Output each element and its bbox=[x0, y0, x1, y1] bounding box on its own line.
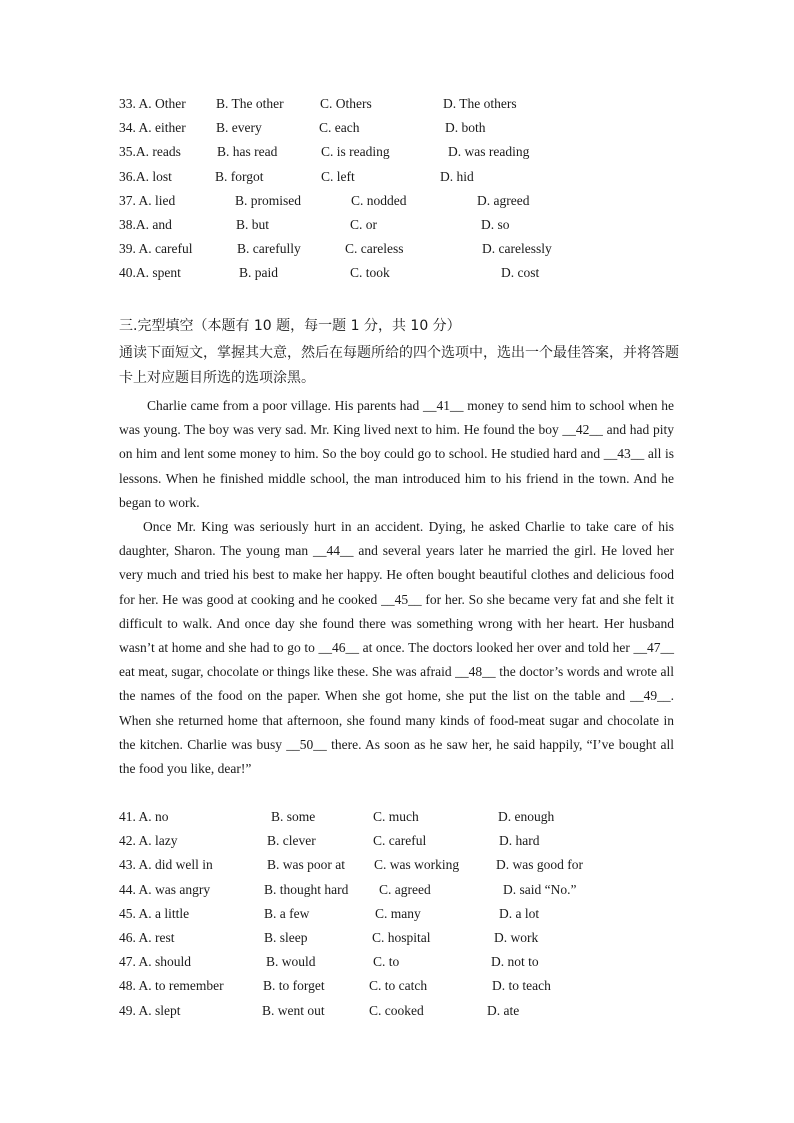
option-a: 37. A. lied bbox=[119, 192, 176, 208]
option-d: D. The others bbox=[443, 96, 517, 111]
option-b: B. The other bbox=[216, 96, 284, 111]
option-a: 36.A. lost bbox=[119, 168, 172, 184]
option-c: C. was working bbox=[374, 857, 460, 873]
option-b: B. thought hard bbox=[264, 881, 349, 897]
option-b: B. some bbox=[271, 809, 316, 824]
option-b: B. carefully bbox=[237, 241, 301, 257]
option-c: C. left bbox=[321, 168, 355, 184]
option-c: C. to bbox=[373, 954, 400, 970]
question-row-38 bbox=[119, 213, 679, 237]
option-c: C. hospital bbox=[372, 929, 431, 945]
question-row-45 bbox=[119, 902, 679, 926]
option-d: D. ate bbox=[487, 1002, 520, 1018]
question-row-44 bbox=[119, 878, 679, 902]
option-d: D. carelessly bbox=[482, 241, 552, 257]
option-c: C. each bbox=[319, 120, 360, 136]
question-row-35 bbox=[119, 140, 679, 164]
option-a: 49. A. slept bbox=[119, 1002, 181, 1018]
question-row-49 bbox=[119, 999, 679, 1023]
option-d: D. a lot bbox=[499, 905, 540, 921]
question-row-46 bbox=[119, 926, 679, 950]
question-row-37 bbox=[119, 189, 679, 213]
option-c: C. cooked bbox=[369, 1002, 424, 1018]
option-b: B. forgot bbox=[215, 168, 264, 184]
option-a: 43. A. did well in bbox=[119, 857, 213, 873]
option-d: D. so bbox=[481, 216, 510, 232]
question-list-33-40 bbox=[119, 92, 679, 286]
option-c: C. agreed bbox=[379, 881, 431, 897]
option-b: B. went out bbox=[262, 1002, 325, 1018]
option-c: C. much bbox=[373, 809, 419, 824]
option-a: 34. A. either bbox=[119, 120, 186, 136]
passage-paragraph-2: Once Mr. King was seriously hurt in an accident. Dying, he asked Charlie to take care of his daughter, Sharon. The young man __44__ and several years later he married the girl. He loved her very much and tried his best to make her happy. He often bought beautiful clothes and delicious food for her. He was good at cooking and he cooked __45__ for her. So she became very fat and she felt it difficult to walk. And once day she found there was something wrong with her heart. Her husband wasn’t at home and she had to go to __46__ at once. The doctors looked her over and told her __47__ eat meat, sugar, chocolate or things like these. She was afraid __48__ the doctor’s words and wrote all the names of the food on the paper. When she got home, she put the list on the table and __49__. When she returned home that afternoon, she found many kinds of food-meat sugar and chocolate in the kitchen. Charlie was busy __50__ there. As soon as he saw her, he said happily, “I’ve bought all the food you like, dear!” bbox=[119, 519, 674, 777]
option-c: C. many bbox=[375, 905, 421, 921]
option-c: C. is reading bbox=[321, 144, 390, 160]
question-list-41-49 bbox=[119, 805, 679, 1023]
option-b: B. paid bbox=[239, 265, 278, 281]
question-row-48 bbox=[119, 974, 679, 998]
section-title: 三.完型填空（本题有 10 题，每一题 1 分，共 10 分） bbox=[119, 318, 461, 334]
option-a: 47. A. should bbox=[119, 954, 192, 970]
option-a: 45. A. a little bbox=[119, 905, 190, 921]
option-a: 35.A. reads bbox=[119, 144, 181, 160]
question-row-36 bbox=[119, 165, 679, 189]
option-c: C. Others bbox=[320, 96, 372, 111]
question-row-43 bbox=[119, 853, 679, 877]
option-a: 48. A. to remember bbox=[119, 978, 224, 994]
option-b: B. was poor at bbox=[267, 857, 345, 873]
option-a: 38.A. and bbox=[119, 216, 172, 232]
option-d: D. hid bbox=[440, 168, 474, 184]
question-row-42 bbox=[119, 829, 679, 853]
option-c: C. careful bbox=[373, 833, 427, 849]
option-a: 39. A. careful bbox=[119, 241, 193, 257]
option-d: D. was reading bbox=[448, 144, 530, 160]
option-d: D. agreed bbox=[477, 192, 530, 208]
option-c: C. took bbox=[350, 265, 390, 281]
question-row-47 bbox=[119, 950, 679, 974]
option-a: 33. A. Other bbox=[119, 96, 186, 111]
question-row-34 bbox=[119, 116, 679, 140]
option-d: D. was good for bbox=[496, 857, 583, 873]
option-a: 41. A. no bbox=[119, 809, 169, 824]
option-b: B. sleep bbox=[264, 929, 308, 945]
option-d: D. said “No.” bbox=[503, 881, 577, 897]
option-c: C. nodded bbox=[351, 192, 407, 208]
passage-paragraph-1: Charlie came from a poor village. His parents had __41__ money to send him to school when he was young. The boy was very sad. Mr. King lived next to him. He found the boy __42__ and had pity on him and lent some money to him. So the boy could go to school. He studied hard and __43__ all is lessons. When he finished middle school, the man introduced him to his friend in the town. And he began to work. bbox=[119, 398, 674, 510]
option-c: C. careless bbox=[345, 241, 404, 257]
option-b: B. a few bbox=[264, 905, 310, 921]
question-row-39 bbox=[119, 237, 679, 261]
option-d: D. not to bbox=[491, 954, 539, 970]
option-a: 40.A. spent bbox=[119, 265, 181, 281]
option-a: 46. A. rest bbox=[119, 929, 175, 945]
option-d: D. work bbox=[494, 929, 539, 945]
option-b: B. clever bbox=[267, 833, 316, 849]
option-b: B. would bbox=[266, 954, 316, 970]
option-d: D. cost bbox=[501, 265, 540, 281]
option-b: B. promised bbox=[235, 192, 301, 208]
option-a: 42. A. lazy bbox=[119, 833, 178, 849]
option-c: C. or bbox=[350, 216, 377, 232]
cloze-passage bbox=[119, 394, 674, 781]
option-d: D. hard bbox=[499, 833, 540, 849]
option-b: B. has read bbox=[217, 144, 278, 160]
option-b: B. every bbox=[216, 120, 262, 136]
question-row-33 bbox=[119, 92, 679, 116]
option-b: B. to forget bbox=[263, 978, 325, 994]
option-a: 44. A. was angry bbox=[119, 881, 211, 897]
option-d: D. both bbox=[445, 120, 486, 136]
section-instruction: 通读下面短文，掌握其大意，然后在每题所给的四个选项中，选出一个最佳答案，并将答题卡上对应题目所选的选项涂黑。 bbox=[119, 345, 679, 386]
option-b: B. but bbox=[236, 216, 270, 232]
question-row-41 bbox=[119, 805, 679, 829]
question-row-40 bbox=[119, 261, 679, 285]
option-c: C. to catch bbox=[369, 978, 428, 994]
option-d: D. enough bbox=[498, 809, 555, 824]
option-d: D. to teach bbox=[492, 978, 551, 994]
